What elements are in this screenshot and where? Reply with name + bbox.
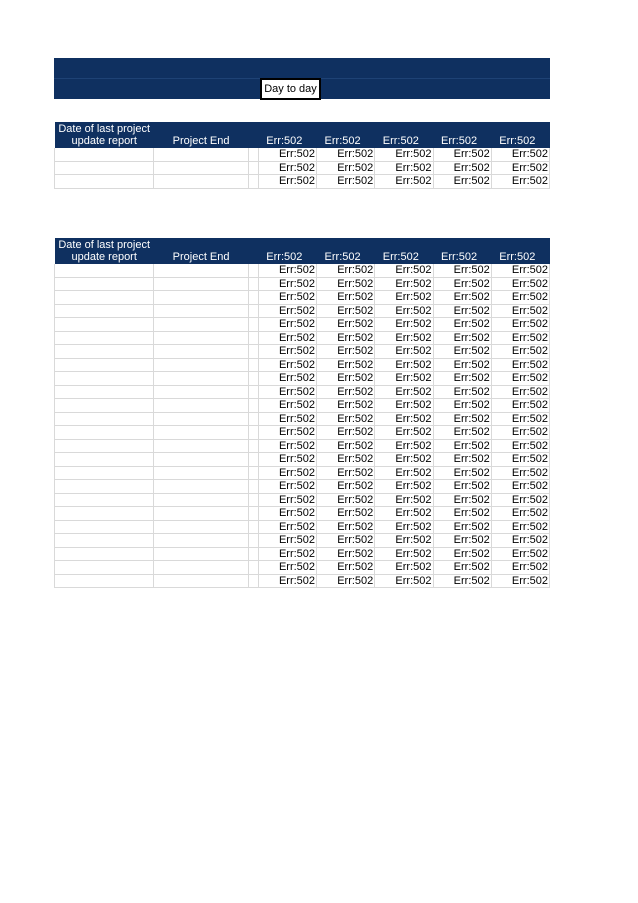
cell-spacer[interactable] (248, 426, 258, 440)
cell-period-value[interactable]: Err:502 (317, 291, 375, 305)
cell-period-value[interactable]: Err:502 (258, 148, 316, 161)
table-row (55, 453, 550, 467)
cell-date-last-update[interactable] (55, 345, 154, 359)
header-spacer (248, 238, 258, 264)
cell-period-value[interactable]: Err:502 (317, 372, 375, 386)
table-header-row (55, 122, 550, 148)
cell-date-last-update[interactable] (55, 412, 154, 426)
cell-date-last-update[interactable] (55, 358, 154, 372)
cell-period-value[interactable]: Err:502 (258, 372, 316, 386)
cell-period-value[interactable]: Err:502 (433, 331, 491, 345)
cell-project-end[interactable] (154, 264, 248, 277)
table-row (55, 372, 550, 386)
header-period-4[interactable]: Err:502 (433, 238, 491, 264)
cell-period-value[interactable]: Err:502 (433, 372, 491, 386)
cell-period-value[interactable]: Err:502 (491, 148, 549, 161)
cell-spacer[interactable] (248, 291, 258, 305)
cell-project-end[interactable] (154, 439, 248, 453)
cell-spacer[interactable] (248, 480, 258, 494)
cell-spacer[interactable] (248, 412, 258, 426)
cell-spacer[interactable] (248, 304, 258, 318)
cell-period-value[interactable]: Err:502 (433, 304, 491, 318)
cell-project-end[interactable] (154, 561, 248, 575)
cell-project-end[interactable] (154, 480, 248, 494)
cell-period-value[interactable]: Err:502 (491, 412, 549, 426)
table-row (55, 358, 550, 372)
table-row (55, 480, 550, 494)
cell-period-value[interactable]: Err:502 (375, 412, 433, 426)
cell-spacer[interactable] (248, 175, 258, 189)
table-row (55, 291, 550, 305)
cell-period-value[interactable]: Err:502 (258, 385, 316, 399)
table-row (55, 148, 550, 161)
cell-spacer[interactable] (248, 331, 258, 345)
cell-date-last-update[interactable] (55, 277, 154, 291)
cell-project-end[interactable] (154, 399, 248, 413)
cell-project-end[interactable] (154, 466, 248, 480)
cell-period-value[interactable]: Err:502 (375, 507, 433, 521)
table-row (55, 331, 550, 345)
cell-period-value[interactable]: Err:502 (375, 561, 433, 575)
cell-spacer[interactable] (248, 439, 258, 453)
cell-period-value[interactable]: Err:502 (491, 534, 549, 548)
cell-period-value[interactable]: Err:502 (375, 318, 433, 332)
cell-date-last-update[interactable] (55, 331, 154, 345)
header-project-end[interactable]: Project End (154, 238, 248, 264)
cell-period-value[interactable]: Err:502 (258, 561, 316, 575)
table-row (55, 466, 550, 480)
cell-project-end[interactable] (154, 520, 248, 534)
header-period-5[interactable]: Err:502 (491, 122, 549, 148)
cell-period-value[interactable]: Err:502 (375, 331, 433, 345)
cell-period-value[interactable]: Err:502 (433, 547, 491, 561)
cell-date-last-update[interactable] (55, 161, 154, 175)
table-row (55, 534, 550, 548)
cell-period-value[interactable]: Err:502 (317, 358, 375, 372)
table-row (55, 426, 550, 440)
cell-period-value[interactable]: Err:502 (491, 520, 549, 534)
header-period-1[interactable]: Err:502 (258, 238, 316, 264)
cell-period-value[interactable]: Err:502 (258, 439, 316, 453)
cell-period-value[interactable]: Err:502 (433, 507, 491, 521)
cell-project-end[interactable] (154, 161, 248, 175)
cell-spacer[interactable] (248, 399, 258, 413)
cell-spacer[interactable] (248, 453, 258, 467)
cell-period-value[interactable]: Err:502 (317, 574, 375, 588)
project-summary-table (54, 122, 550, 189)
cell-period-value[interactable]: Err:502 (317, 466, 375, 480)
header-period-2[interactable]: Err:502 (317, 238, 375, 264)
table-row (55, 493, 550, 507)
cell-period-value[interactable]: Err:502 (375, 439, 433, 453)
cell-spacer[interactable] (248, 520, 258, 534)
cell-period-value[interactable]: Err:502 (317, 534, 375, 548)
cell-period-value[interactable]: Err:502 (433, 466, 491, 480)
cell-spacer[interactable] (248, 161, 258, 175)
cell-period-value[interactable]: Err:502 (491, 175, 549, 189)
cell-date-last-update[interactable] (55, 466, 154, 480)
cell-period-value[interactable]: Err:502 (433, 277, 491, 291)
cell-date-last-update[interactable] (55, 175, 154, 189)
cell-period-value[interactable]: Err:502 (258, 161, 316, 175)
cell-spacer[interactable] (248, 493, 258, 507)
cell-period-value[interactable]: Err:502 (491, 466, 549, 480)
cell-spacer[interactable] (248, 318, 258, 332)
cell-period-value[interactable]: Err:502 (433, 520, 491, 534)
cell-project-end[interactable] (154, 412, 248, 426)
cell-date-last-update[interactable] (55, 480, 154, 494)
cell-period-value[interactable]: Err:502 (433, 264, 491, 277)
cell-period-value[interactable]: Err:502 (491, 345, 549, 359)
cell-period-value[interactable]: Err:502 (491, 318, 549, 332)
cell-period-value[interactable]: Err:502 (433, 175, 491, 189)
header-date-last-update[interactable]: Date of last project update report (55, 122, 154, 148)
cell-period-value[interactable]: Err:502 (491, 574, 549, 588)
cell-spacer[interactable] (248, 345, 258, 359)
cell-period-value[interactable]: Err:502 (317, 426, 375, 440)
cell-period-value[interactable]: Err:502 (258, 358, 316, 372)
cell-period-value[interactable]: Err:502 (317, 480, 375, 494)
cell-date-last-update[interactable] (55, 304, 154, 318)
project-detail-table (54, 238, 550, 588)
cell-project-end[interactable] (154, 507, 248, 521)
table-row (55, 277, 550, 291)
cell-period-value[interactable]: Err:502 (317, 277, 375, 291)
cell-period-value[interactable]: Err:502 (433, 439, 491, 453)
cell-spacer[interactable] (248, 507, 258, 521)
cell-date-last-update[interactable] (55, 547, 154, 561)
cell-period-value[interactable]: Err:502 (375, 574, 433, 588)
table-row (55, 574, 550, 588)
header-spacer (248, 122, 258, 148)
cell-period-value[interactable]: Err:502 (433, 385, 491, 399)
cell-period-value[interactable]: Err:502 (491, 507, 549, 521)
cell-project-end[interactable] (154, 574, 248, 588)
cell-period-value[interactable]: Err:502 (258, 480, 316, 494)
cell-period-value[interactable]: Err:502 (375, 345, 433, 359)
cell-spacer[interactable] (248, 148, 258, 161)
cell-period-value[interactable]: Err:502 (375, 264, 433, 277)
cell-period-value[interactable]: Err:502 (258, 547, 316, 561)
cell-period-value[interactable]: Err:502 (317, 304, 375, 318)
cell-period-value[interactable]: Err:502 (317, 493, 375, 507)
cell-period-value[interactable]: Err:502 (433, 574, 491, 588)
table-header-row (55, 238, 550, 264)
cell-period-value[interactable]: Err:502 (317, 561, 375, 575)
table-row (55, 304, 550, 318)
cell-period-value[interactable]: Err:502 (491, 264, 549, 277)
cell-period-value[interactable]: Err:502 (317, 318, 375, 332)
header-project-end[interactable]: Project End (154, 122, 248, 148)
cell-period-value[interactable]: Err:502 (433, 291, 491, 305)
cell-project-end[interactable] (154, 291, 248, 305)
cell-period-value[interactable]: Err:502 (317, 345, 375, 359)
cell-period-value[interactable]: Err:502 (491, 291, 549, 305)
cell-project-end[interactable] (154, 318, 248, 332)
header-period-5[interactable]: Err:502 (491, 238, 549, 264)
header-period-3[interactable]: Err:502 (375, 122, 433, 148)
cell-date-last-update[interactable] (55, 439, 154, 453)
cell-date-last-update[interactable] (55, 426, 154, 440)
cell-period-value[interactable]: Err:502 (491, 480, 549, 494)
day-to-day-cell[interactable]: Day to day (260, 78, 321, 100)
cell-period-value[interactable]: Err:502 (433, 561, 491, 575)
cell-period-value[interactable]: Err:502 (433, 412, 491, 426)
cell-period-value[interactable]: Err:502 (375, 385, 433, 399)
cell-period-value[interactable]: Err:502 (258, 534, 316, 548)
cell-period-value[interactable]: Err:502 (491, 561, 549, 575)
cell-spacer[interactable] (248, 547, 258, 561)
cell-period-value[interactable]: Err:502 (258, 574, 316, 588)
cell-period-value[interactable]: Err:502 (491, 453, 549, 467)
table-row (55, 547, 550, 561)
cell-period-value[interactable]: Err:502 (317, 385, 375, 399)
header-period-3[interactable]: Err:502 (375, 238, 433, 264)
cell-period-value[interactable]: Err:502 (375, 304, 433, 318)
cell-project-end[interactable] (154, 453, 248, 467)
cell-date-last-update[interactable] (55, 318, 154, 332)
cell-date-last-update[interactable] (55, 520, 154, 534)
cell-project-end[interactable] (154, 372, 248, 386)
cell-period-value[interactable]: Err:502 (433, 318, 491, 332)
cell-date-last-update[interactable] (55, 493, 154, 507)
cell-period-value[interactable]: Err:502 (491, 331, 549, 345)
cell-period-value[interactable]: Err:502 (375, 453, 433, 467)
cell-period-value[interactable]: Err:502 (491, 304, 549, 318)
cell-period-value[interactable]: Err:502 (317, 331, 375, 345)
cell-period-value[interactable]: Err:502 (258, 399, 316, 413)
header-date-last-update[interactable]: Date of last project update report (55, 238, 154, 264)
table-row (55, 520, 550, 534)
cell-period-value[interactable]: Err:502 (375, 493, 433, 507)
cell-project-end[interactable] (154, 534, 248, 548)
table-row (55, 507, 550, 521)
cell-period-value[interactable]: Err:502 (317, 453, 375, 467)
cell-period-value[interactable]: Err:502 (433, 493, 491, 507)
cell-date-last-update[interactable] (55, 507, 154, 521)
cell-date-last-update[interactable] (55, 291, 154, 305)
table-row (55, 385, 550, 399)
cell-period-value[interactable]: Err:502 (433, 148, 491, 161)
cell-project-end[interactable] (154, 385, 248, 399)
cell-date-last-update[interactable] (55, 148, 154, 161)
cell-period-value[interactable]: Err:502 (433, 426, 491, 440)
header-period-2[interactable]: Err:502 (317, 122, 375, 148)
cell-spacer[interactable] (248, 277, 258, 291)
cell-period-value[interactable]: Err:502 (317, 439, 375, 453)
table-row (55, 561, 550, 575)
table-row (55, 399, 550, 413)
cell-period-value[interactable]: Err:502 (317, 161, 375, 175)
cell-project-end[interactable] (154, 175, 248, 189)
cell-period-value[interactable]: Err:502 (375, 148, 433, 161)
cell-period-value[interactable]: Err:502 (258, 520, 316, 534)
table-row (55, 264, 550, 277)
cell-project-end[interactable] (154, 426, 248, 440)
cell-spacer[interactable] (248, 466, 258, 480)
cell-period-value[interactable]: Err:502 (375, 291, 433, 305)
cell-period-value[interactable]: Err:502 (433, 453, 491, 467)
cell-period-value[interactable]: Err:502 (375, 399, 433, 413)
cell-period-value[interactable]: Err:502 (433, 534, 491, 548)
cell-project-end[interactable] (154, 277, 248, 291)
cell-period-value[interactable]: Err:502 (258, 277, 316, 291)
cell-period-value[interactable]: Err:502 (375, 466, 433, 480)
cell-period-value[interactable]: Err:502 (375, 547, 433, 561)
cell-date-last-update[interactable] (55, 372, 154, 386)
cell-period-value[interactable]: Err:502 (258, 493, 316, 507)
cell-project-end[interactable] (154, 358, 248, 372)
cell-project-end[interactable] (154, 148, 248, 161)
table-row (55, 175, 550, 189)
cell-period-value[interactable]: Err:502 (258, 291, 316, 305)
cell-period-value[interactable]: Err:502 (317, 175, 375, 189)
cell-period-value[interactable]: Err:502 (258, 304, 316, 318)
cell-period-value[interactable]: Err:502 (375, 358, 433, 372)
cell-spacer[interactable] (248, 385, 258, 399)
cell-date-last-update[interactable] (55, 534, 154, 548)
cell-date-last-update[interactable] (55, 574, 154, 588)
cell-date-last-update[interactable] (55, 453, 154, 467)
table-row (55, 412, 550, 426)
cell-project-end[interactable] (154, 493, 248, 507)
cell-date-last-update[interactable] (55, 264, 154, 277)
cell-period-value[interactable]: Err:502 (375, 520, 433, 534)
cell-period-value[interactable]: Err:502 (375, 175, 433, 189)
cell-period-value[interactable]: Err:502 (317, 399, 375, 413)
cell-period-value[interactable]: Err:502 (258, 412, 316, 426)
cell-period-value[interactable]: Err:502 (258, 426, 316, 440)
cell-date-last-update[interactable] (55, 385, 154, 399)
cell-spacer[interactable] (248, 264, 258, 277)
cell-period-value[interactable]: Err:502 (491, 358, 549, 372)
cell-period-value[interactable]: Err:502 (258, 318, 316, 332)
cell-period-value[interactable]: Err:502 (258, 331, 316, 345)
cell-period-value[interactable]: Err:502 (433, 480, 491, 494)
cell-project-end[interactable] (154, 304, 248, 318)
cell-spacer[interactable] (248, 574, 258, 588)
cell-period-value[interactable]: Err:502 (375, 426, 433, 440)
cell-period-value[interactable]: Err:502 (491, 372, 549, 386)
cell-period-value[interactable]: Err:502 (491, 385, 549, 399)
table-row (55, 161, 550, 175)
cell-date-last-update[interactable] (55, 561, 154, 575)
header-period-1[interactable]: Err:502 (258, 122, 316, 148)
cell-period-value[interactable]: Err:502 (491, 161, 549, 175)
cell-period-value[interactable]: Err:502 (433, 399, 491, 413)
cell-period-value[interactable]: Err:502 (491, 399, 549, 413)
table-row (55, 345, 550, 359)
cell-spacer[interactable] (248, 358, 258, 372)
table-row (55, 318, 550, 332)
cell-period-value[interactable]: Err:502 (258, 466, 316, 480)
cell-period-value[interactable]: Err:502 (258, 453, 316, 467)
cell-period-value[interactable]: Err:502 (317, 520, 375, 534)
cell-period-value[interactable]: Err:502 (433, 161, 491, 175)
cell-period-value[interactable]: Err:502 (491, 493, 549, 507)
cell-period-value[interactable]: Err:502 (317, 264, 375, 277)
cell-period-value[interactable]: Err:502 (375, 480, 433, 494)
cell-period-value[interactable]: Err:502 (317, 547, 375, 561)
cell-project-end[interactable] (154, 547, 248, 561)
table-row (55, 439, 550, 453)
cell-period-value[interactable]: Err:502 (258, 345, 316, 359)
header-period-4[interactable]: Err:502 (433, 122, 491, 148)
cell-period-value[interactable]: Err:502 (317, 148, 375, 161)
cell-period-value[interactable]: Err:502 (375, 161, 433, 175)
cell-period-value[interactable]: Err:502 (375, 372, 433, 386)
cell-period-value[interactable]: Err:502 (317, 412, 375, 426)
cell-period-value[interactable]: Err:502 (491, 547, 549, 561)
cell-project-end[interactable] (154, 331, 248, 345)
cell-period-value[interactable]: Err:502 (433, 358, 491, 372)
cell-period-value[interactable]: Err:502 (375, 277, 433, 291)
cell-spacer[interactable] (248, 534, 258, 548)
cell-project-end[interactable] (154, 345, 248, 359)
cell-period-value[interactable]: Err:502 (491, 439, 549, 453)
cell-date-last-update[interactable] (55, 399, 154, 413)
cell-spacer[interactable] (248, 561, 258, 575)
cell-period-value[interactable]: Err:502 (258, 507, 316, 521)
cell-period-value[interactable]: Err:502 (491, 426, 549, 440)
cell-period-value[interactable]: Err:502 (433, 345, 491, 359)
cell-period-value[interactable]: Err:502 (491, 277, 549, 291)
cell-period-value[interactable]: Err:502 (258, 264, 316, 277)
cell-period-value[interactable]: Err:502 (375, 534, 433, 548)
cell-spacer[interactable] (248, 372, 258, 386)
cell-period-value[interactable]: Err:502 (317, 507, 375, 521)
cell-period-value[interactable]: Err:502 (258, 175, 316, 189)
